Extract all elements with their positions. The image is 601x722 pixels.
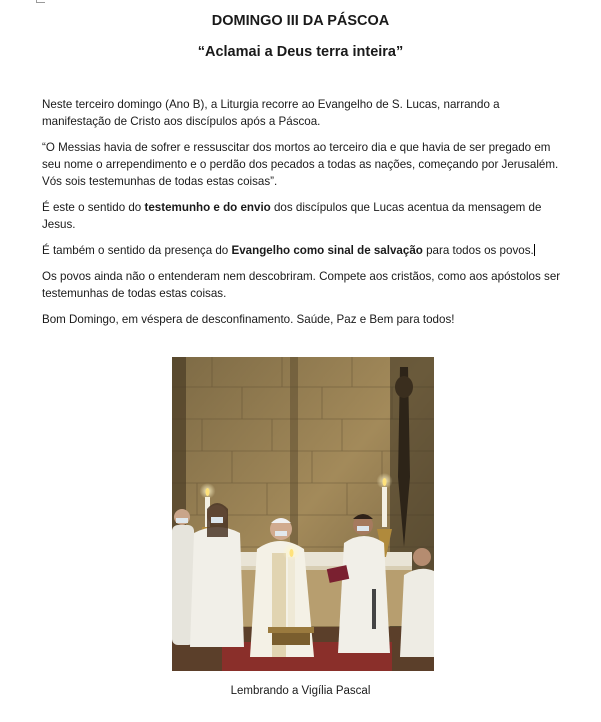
paragraph-testimony-start: É este o sentido do <box>42 201 145 214</box>
document-subtitle: “Aclamai a Deus terra inteira” <box>197 44 404 60</box>
easter-vigil-photo-illustration <box>172 357 434 671</box>
paragraph-intro: Neste terceiro domingo (Ano B), a Liturgia recorre ao Evangelho de S. Lucas, narrando a manifestação de Cristo aos discípulos após a Páscoa. <box>42 98 500 128</box>
paragraph-greeting: Bom Domingo, em véspera de desconfinamento. Saúde, Paz e Bem para todos! <box>42 313 455 326</box>
paragraph-peoples: Os povos ainda não o entenderam nem descobriram. Compete aos cristãos, como aos apóstolos ser testemunhas de todas estas coisas. <box>42 270 561 300</box>
photo-caption: Lembrando a Vigília Pascal <box>230 685 371 697</box>
paragraph-gospel-bold: Evangelho como sinal de salvação <box>231 244 423 257</box>
easter-vigil-photo[interactable] <box>172 357 434 671</box>
paragraph-testimony <box>42 199 562 233</box>
document-body <box>42 96 562 337</box>
paragraph-gospel-start: É também o sentido da presença do <box>42 244 232 257</box>
page-corner-mark <box>36 0 45 3</box>
paragraph-gospel[interactable] <box>42 242 562 259</box>
paragraph-testimony-bold: testemunho e do envio <box>144 201 271 214</box>
text-cursor <box>534 244 535 256</box>
paragraph-quote: “O Messias havia de sofrer e ressuscitar dos mortos ao terceiro dia e que havia de ser pregado em seu nome o arrependimento e o perdão dos pecados a todas as nações, começando por Jerusalém. Vós sois testemunhas de todas estas coisas”. <box>42 141 559 188</box>
paragraph-gospel-end: para todos os povos. <box>422 244 534 257</box>
paragraph-testimony-end: dos discípulos que Lucas acentua da mensagem de Jesus. <box>42 201 542 231</box>
document-title: DOMINGO III DA PÁSCOA <box>211 13 390 29</box>
